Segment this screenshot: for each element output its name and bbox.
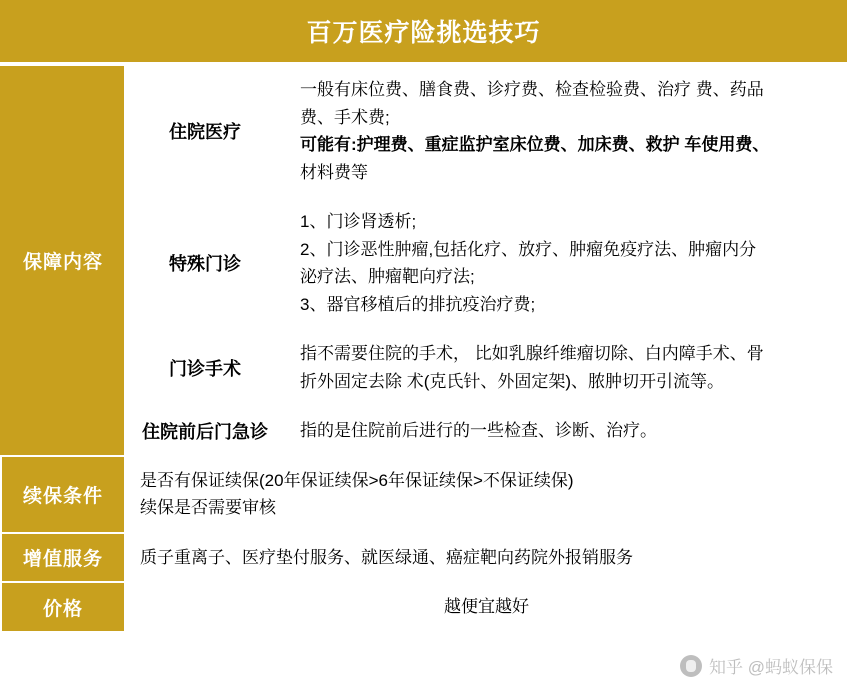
insurance-comparison-table — [0, 64, 847, 633]
text-line: 费、手术费; — [300, 107, 390, 127]
page-title: 百万医疗险挑选技巧 — [306, 19, 541, 47]
document-title-bar — [0, 0, 847, 64]
text-line: 材料费等 — [300, 162, 368, 182]
watermark — [680, 653, 833, 678]
cell-price-detail — [125, 582, 846, 632]
cell-renewal-detail — [125, 456, 846, 533]
subcategory-label-special-outpatient: 特殊门诊 — [125, 197, 285, 329]
category-label-value-added: 增值服务 — [1, 533, 125, 583]
cell-inpatient-detail — [285, 65, 846, 197]
subcategory-label-pre-post-emergency: 住院前后门急诊 — [125, 406, 285, 456]
cell-outpatient-surgery-detail — [285, 329, 846, 406]
table-row — [1, 456, 846, 533]
text-line: 越便宜越好 — [444, 597, 529, 617]
table-row — [1, 197, 846, 329]
table-row — [1, 329, 846, 406]
subcategory-label-outpatient-surgery: 门诊手术 — [125, 329, 285, 406]
text-line: 指不需要住院的手术， 比如乳腺纤维瘤切除、白内障手术、骨 — [300, 344, 764, 364]
text-line: 一般有床位费、膳食费、诊疗费、检查检验费、治疗 费、药品 — [300, 80, 764, 99]
ant-logo-icon — [680, 655, 702, 677]
table-row — [1, 582, 846, 632]
category-label-price: 价格 — [1, 582, 125, 632]
subcategory-label-inpatient: 住院医疗 — [125, 65, 285, 197]
text-line: 指的是住院前后进行的一些检查、诊断、治疗。 — [300, 421, 657, 441]
text-line: 质子重离子、医疗垫付服务、就医绿通、癌症靶向药院外报销服务 — [140, 547, 633, 567]
text-line: 3、器官移植后的排抗疫治疗费; — [300, 294, 536, 314]
text-line: 是否有保证续保(20年保证续保>6年保证续保>不保证续保) — [140, 470, 574, 490]
text-line: 泌疗法、肿瘤靶向疗法; — [300, 267, 475, 287]
text-line: 1、门诊肾透析; — [300, 212, 417, 232]
category-label-renewal: 续保条件 — [1, 456, 125, 533]
cell-pre-post-emergency-detail — [285, 406, 846, 456]
watermark-text: 知乎 @蚂蚁保保 — [709, 658, 833, 677]
table-row — [1, 406, 846, 456]
text-line: 可能有:护理费、重症监护室床位费、加床费、救护 车使用费、 — [300, 135, 770, 155]
table-row — [1, 65, 846, 197]
category-label-coverage: 保障内容 — [1, 65, 125, 456]
cell-special-outpatient-detail — [285, 197, 846, 329]
table-row — [1, 533, 846, 583]
cell-value-added-detail — [125, 533, 846, 583]
text-line: 续保是否需要审核 — [140, 498, 276, 518]
text-line: 折外固定去除 术(克氏针、外固定架)、脓肿切开引流等。 — [300, 371, 725, 391]
text-line: 2、门诊恶性肿瘤,包括化疗、放疗、肿瘤免疫疗法、肿瘤内分 — [300, 239, 757, 259]
